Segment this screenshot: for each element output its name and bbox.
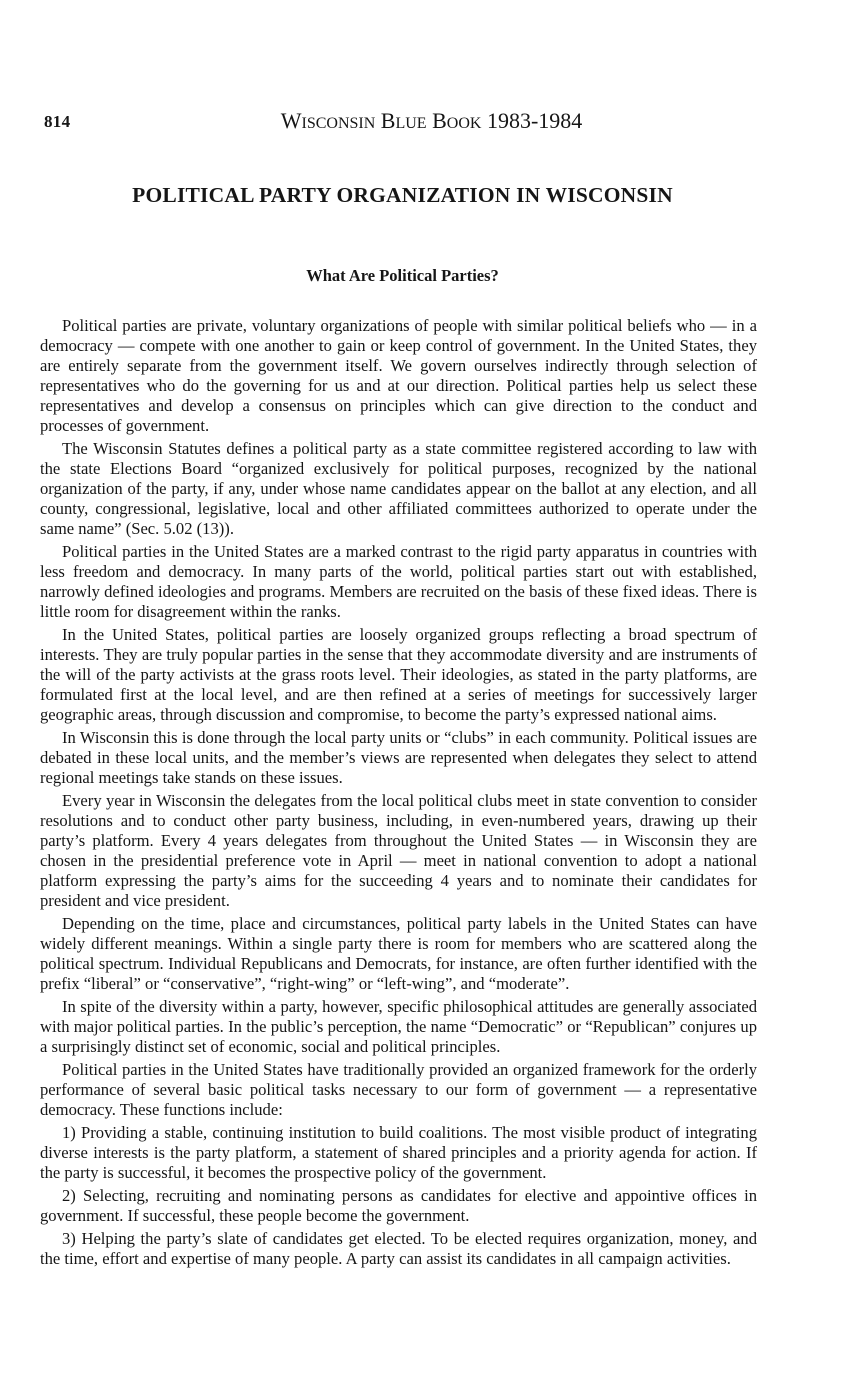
paragraph: Political parties in the United States have traditionally provided an organized framework for the orderly performance of several basic political tasks necessary to our form of government — a representative democracy. These functions include:: [40, 1060, 757, 1119]
paragraph: Depending on the time, place and circumstances, political party labels in the United States can have widely different meanings. Within a single party there is room for members who are scattered along the political spectrum. Individual Republicans and Democrats, for instance, are often further identified with the prefix “liberal” or “conservative”, “right-wing” or “left-wing”, and “moderate”.: [40, 914, 757, 993]
list-item-paragraph: 3) Helping the party’s slate of candidates get elected. To be elected requires organization, money, and the time, effort and expertise of many people. A party can assist its candidates in all campaign activities.: [40, 1229, 757, 1268]
running-head-smallcaps: LUE: [395, 115, 427, 132]
paragraph: The Wisconsin Statutes defines a political party as a state committee registered according to law with the state Elections Board “organized exclusively for political purposes, recognized by the national organization of the party, if any, under whose name candidates appear on the ballot at any election, and all county, congressional, legislative, local and other affiliated committees authorized to operate under the same name” (Sec. 5.02 (13)).: [40, 439, 757, 538]
running-head-years: 1983-1984: [486, 108, 583, 133]
running-head-smallcaps: ISCONSIN: [301, 115, 376, 132]
running-head-initial: W: [280, 108, 302, 133]
paragraph: In spite of the diversity within a party, however, specific philosophical attitudes are generally associated with major political parties. In the public’s perception, the name “Democratic” or “Republican” conjures up a surprisingly distinct set of economic, social and political principles.: [40, 997, 757, 1056]
paragraph: In the United States, political parties are loosely organized groups reflecting a broad spectrum of interests. They are truly popular parties in the sense that they accommodate diversity and are instruments of the will of the party activists at the grass roots level. Their ideologies, as stated in the party platforms, are formulated first at the local level, and are then refined at a series of meetings for successively larger geographic areas, through discussion and compromise, to become the party’s expressed national aims.: [40, 625, 757, 724]
paragraph: Political parties are private, voluntary organizations of people with similar political beliefs who — in a democracy — compete with one another to gain or keep control of government. In the United States, they are entirely separate from the government itself. We govern ourselves indirectly through selection of representatives who do the governing for us and at our direction. Political parties help us select these representatives and develop a consensus on principles which can give direction to the conduct and processes of government.: [40, 316, 757, 435]
page-number: 814: [44, 112, 71, 131]
paragraph: Every year in Wisconsin the delegates from the local political clubs meet in state convention to consider resolutions and to conduct other party business, including, in even-numbered years, drawing up their party’s platform. Every 4 years delegates from throughout the United States — in Wisconsin they are chosen in the presidential preference vote in April — meet in national convention to adopt a national platform expressing the party’s aims for the succeeding 4 years and to nominate their candidates for president and vice president.: [40, 791, 757, 910]
chapter-title: POLITICAL PARTY ORGANIZATION IN WISCONSIN: [132, 183, 673, 207]
paragraph: In Wisconsin this is done through the local party units or “clubs” in each community. Political issues are debated in these local units, and the member’s views are represented when delegates they select to attend regional meetings take stands on these issues.: [40, 728, 757, 787]
running-head: [0, 108, 859, 134]
paragraph: Political parties in the United States are a marked contrast to the rigid party apparatus in countries with less freedom and democracy. In many parts of the world, political parties start out with established, narrowly defined ideologies and programs. Members are recruited on the basis of these fixed ideas. There is little room for disagreement within the ranks.: [40, 542, 757, 621]
list-item-paragraph: 1) Providing a stable, continuing institution to build coalitions. The most visible product of integrating diverse interests is the party platform, a statement of shared principles and a priority agenda for action. If the party is successful, it becomes the prospective policy of the government.: [40, 1123, 757, 1182]
list-item-paragraph: 2) Selecting, recruiting and nominating persons as candidates for elective and appointive offices in government. If successful, these people become the government.: [40, 1186, 757, 1225]
section-heading: What Are Political Parties?: [306, 266, 499, 285]
article-body: [40, 316, 757, 1272]
running-head-smallcaps: OOK: [446, 115, 482, 132]
running-head-initial: B: [380, 108, 396, 133]
running-head-initial: B: [432, 108, 447, 133]
